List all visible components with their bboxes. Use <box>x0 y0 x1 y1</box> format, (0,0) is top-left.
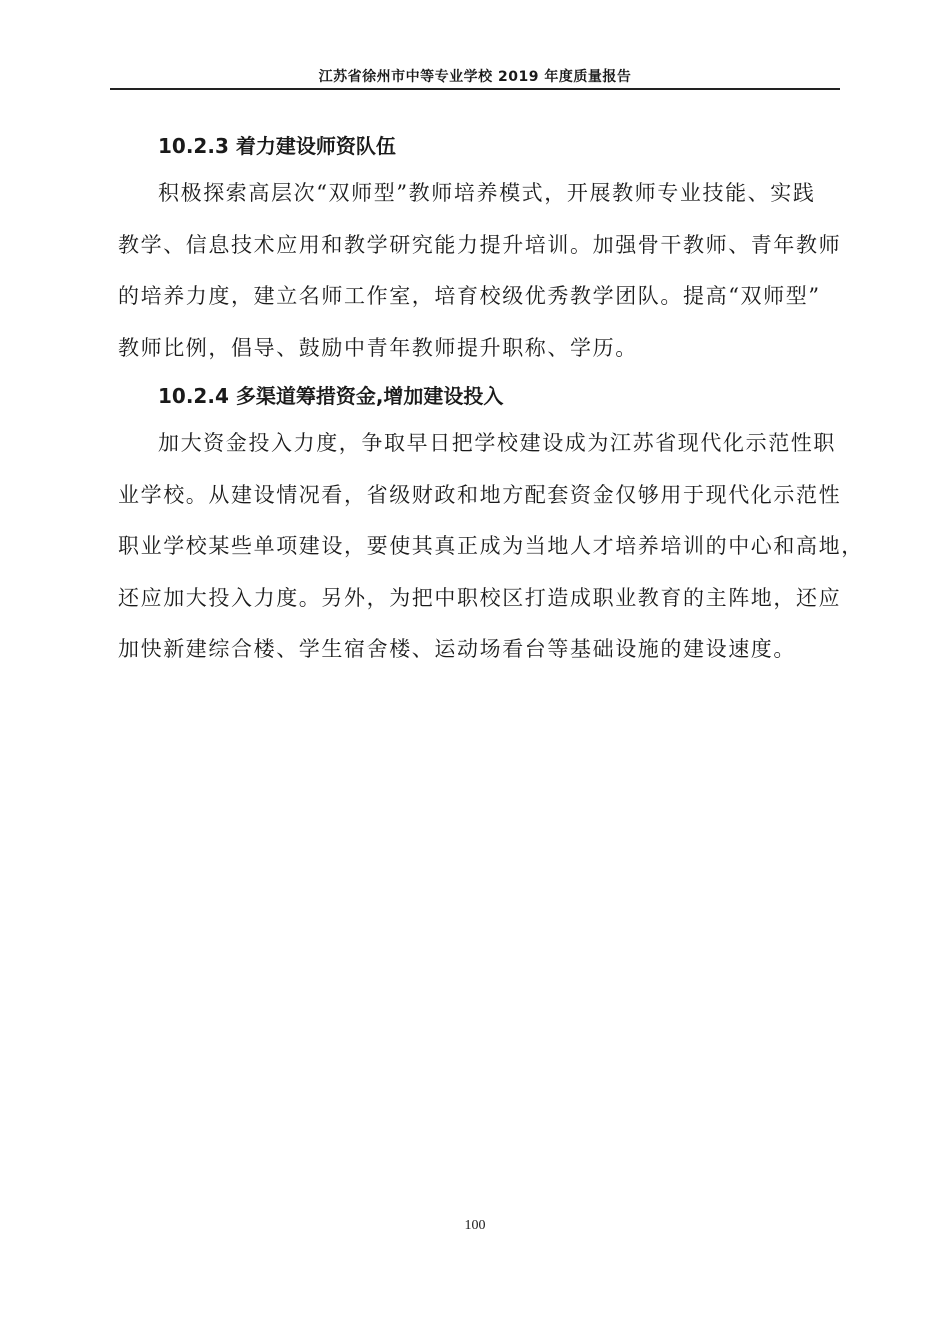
paragraph-line: 加快新建综合楼、学生宿舍楼、运动场看台等基础设施的建设速度。 <box>118 637 796 661</box>
paragraph-line: 业学校。从建设情况看，省级财政和地方配套资金仅够用于现代化示范性 <box>118 482 842 507</box>
running-header: 江苏省徐州市中等专业学校 2019 年度质量报告 <box>318 69 632 85</box>
paragraph-line: 还应加大投入力度。另外，为把中职校区打造成职业教育的主阵地，还应 <box>118 585 842 610</box>
paragraph-line: 积极探索高层次“双师型”教师培养模式，开展教师专业技能、实践 <box>158 181 816 205</box>
section-heading: 10.2.3 着力建设师资队伍 <box>158 134 396 158</box>
paragraph-line: 的培养力度，建立名师工作室，培育校级优秀教学团队。提高“双师型” <box>118 284 821 308</box>
paragraph-line: 职业学校某些单项建设，要使其真正成为当地人才培养培训的中心和高地， <box>118 534 864 558</box>
section-10-2-4 <box>118 374 864 676</box>
header-rule <box>110 88 840 90</box>
section-heading: 10.2.4 多渠道筹措资金,增加建设投入 <box>158 384 504 408</box>
paragraph-line: 教学、信息技术应用和教学研究能力提升培训。加强骨干教师、青年教师 <box>118 232 842 257</box>
paragraph-line: 教师比例，倡导、鼓励中青年教师提升职称、学历。 <box>118 335 638 360</box>
page-number: 100 <box>464 1218 486 1233</box>
section-10-2-3 <box>118 124 842 374</box>
paragraph-line: 加大资金投入力度，争取早日把学校建设成为江苏省现代化示范性职 <box>158 431 836 455</box>
